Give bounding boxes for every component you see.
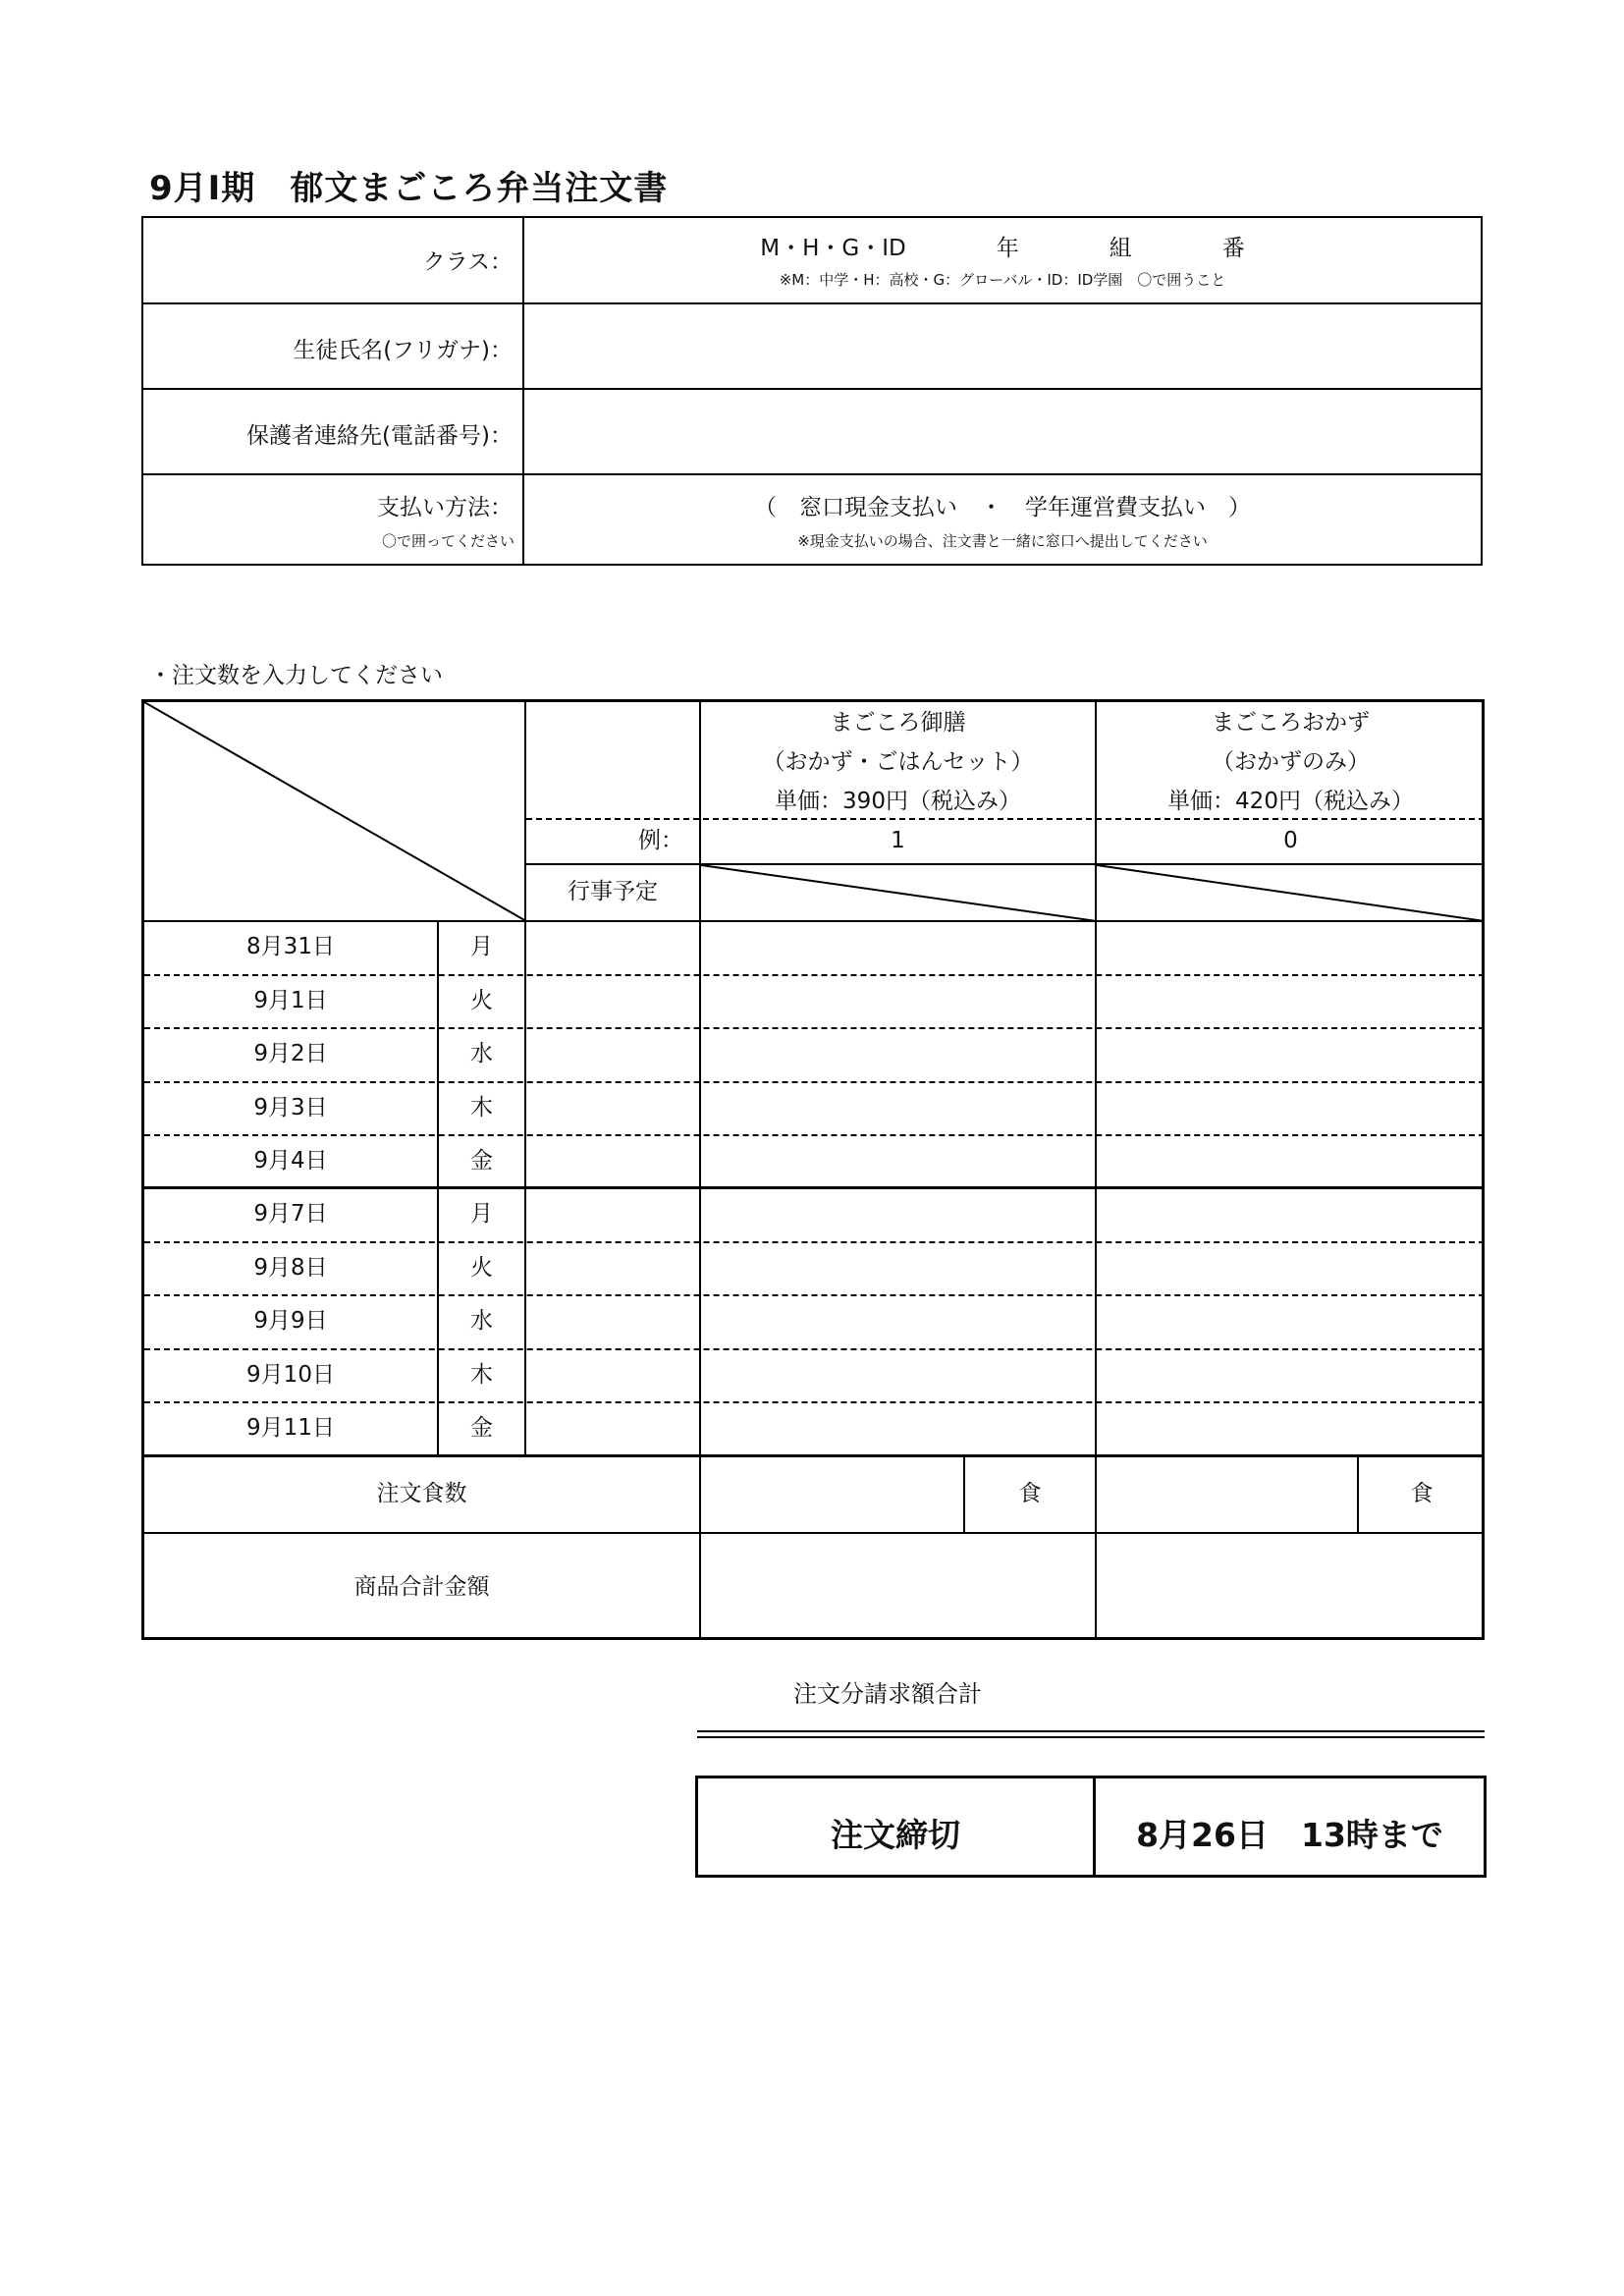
contact-row (143, 390, 1481, 475)
payment-method-field[interactable] (524, 475, 1481, 566)
name-label: 生徒氏名(フリガナ)： (293, 338, 513, 363)
total-amount-field-1[interactable] (701, 1534, 1095, 1640)
student-info-table (141, 216, 1483, 566)
product-2-quantity-column[interactable] (1097, 922, 1485, 1454)
order-count-field-2[interactable] (1097, 1458, 1357, 1532)
day-date: 9月1日 (253, 988, 328, 1013)
product-2-desc: （おかずのみ） (1212, 749, 1370, 775)
day-date: 9月7日 (253, 1201, 328, 1227)
payment-options: （ 窓口現金支払い ・ 学年運営費支払い ） (754, 495, 1251, 520)
example-label: 例： (638, 828, 683, 853)
day-date: 9月8日 (253, 1255, 328, 1281)
event-schedule-label: 行事予定 (568, 879, 658, 904)
order-count-field-1[interactable] (701, 1458, 963, 1532)
payment-row (143, 475, 1481, 566)
product-2-price: 単価：420円（税込み） (1167, 789, 1414, 814)
day-weekday: 金 (470, 1148, 493, 1174)
day-weekday: 木 (470, 1095, 493, 1121)
deadline-box (695, 1776, 1487, 1878)
event-diagonal-1 (701, 865, 1097, 921)
day-weekday: 金 (470, 1415, 493, 1441)
day-date: 9月11日 (246, 1415, 335, 1441)
day-weekday: 火 (470, 1255, 493, 1281)
day-date: 8月31日 (246, 934, 335, 959)
contact-label: 保護者連絡先(電話番号)： (246, 423, 513, 449)
total-amount-label: 商品合計金額 (353, 1574, 490, 1600)
billing-total-line[interactable] (697, 1730, 1485, 1732)
class-label: クラス： (422, 249, 513, 275)
header-diagonal (144, 702, 526, 921)
day-date: 9月4日 (253, 1148, 328, 1174)
event-diagonal-2 (1097, 865, 1485, 921)
meal-unit-1: 食 (1018, 1481, 1042, 1506)
payment-sub: 〇で囲ってください (381, 532, 514, 550)
class-value: M・H・G・ID 年 組 番 (760, 236, 1245, 261)
order-grid (141, 699, 1485, 1640)
example-value-2: 0 (1283, 828, 1298, 853)
day-weekday: 月 (470, 934, 493, 959)
payment-label: 支払い方法： (377, 495, 513, 520)
instruction-text: ・注文数を入力してください (149, 663, 443, 688)
order-count-label: 注文食数 (376, 1481, 467, 1506)
product-1-price: 単価：390円（税込み） (775, 789, 1021, 814)
day-date: 9月9日 (253, 1308, 328, 1334)
total-amount-field-2[interactable] (1097, 1534, 1485, 1640)
product-2-name: まごころおかず (1212, 710, 1370, 736)
product-1-quantity-column[interactable] (701, 922, 1095, 1454)
day-weekday: 月 (470, 1201, 493, 1227)
day-weekday: 木 (470, 1362, 493, 1388)
day-date: 9月3日 (253, 1095, 328, 1121)
day-date: 9月10日 (246, 1362, 335, 1388)
meal-unit-2: 食 (1410, 1481, 1434, 1506)
class-note: ※M：中学・H：高校・G：グローバル・ID：ID学園 〇で囲うこと (779, 271, 1226, 289)
product-1-name: まごころ御膳 (830, 710, 966, 736)
name-row (143, 304, 1481, 390)
class-field[interactable] (524, 218, 1481, 302)
day-weekday: 水 (470, 1041, 493, 1066)
product-1-desc: （おかず・ごはんセット） (762, 749, 1034, 775)
payment-note: ※現金支払いの場合、注文書と一緒に窓口へ提出してください (797, 532, 1208, 550)
page-title: 9月Ⅰ期 郁文まごころ弁当注文書 (149, 169, 669, 208)
billing-total-label: 注文分請求額合計 (793, 1680, 982, 1708)
student-name-field[interactable] (524, 304, 1481, 388)
deadline-label: 注文締切 (831, 1816, 960, 1854)
example-value-1: 1 (891, 828, 905, 853)
guardian-phone-field[interactable] (524, 390, 1481, 473)
day-date: 9月2日 (253, 1041, 328, 1066)
day-weekday: 火 (470, 988, 493, 1013)
deadline-value: 8月26日 13時まで (1136, 1816, 1443, 1854)
day-weekday: 水 (470, 1308, 493, 1334)
class-row (143, 218, 1481, 304)
